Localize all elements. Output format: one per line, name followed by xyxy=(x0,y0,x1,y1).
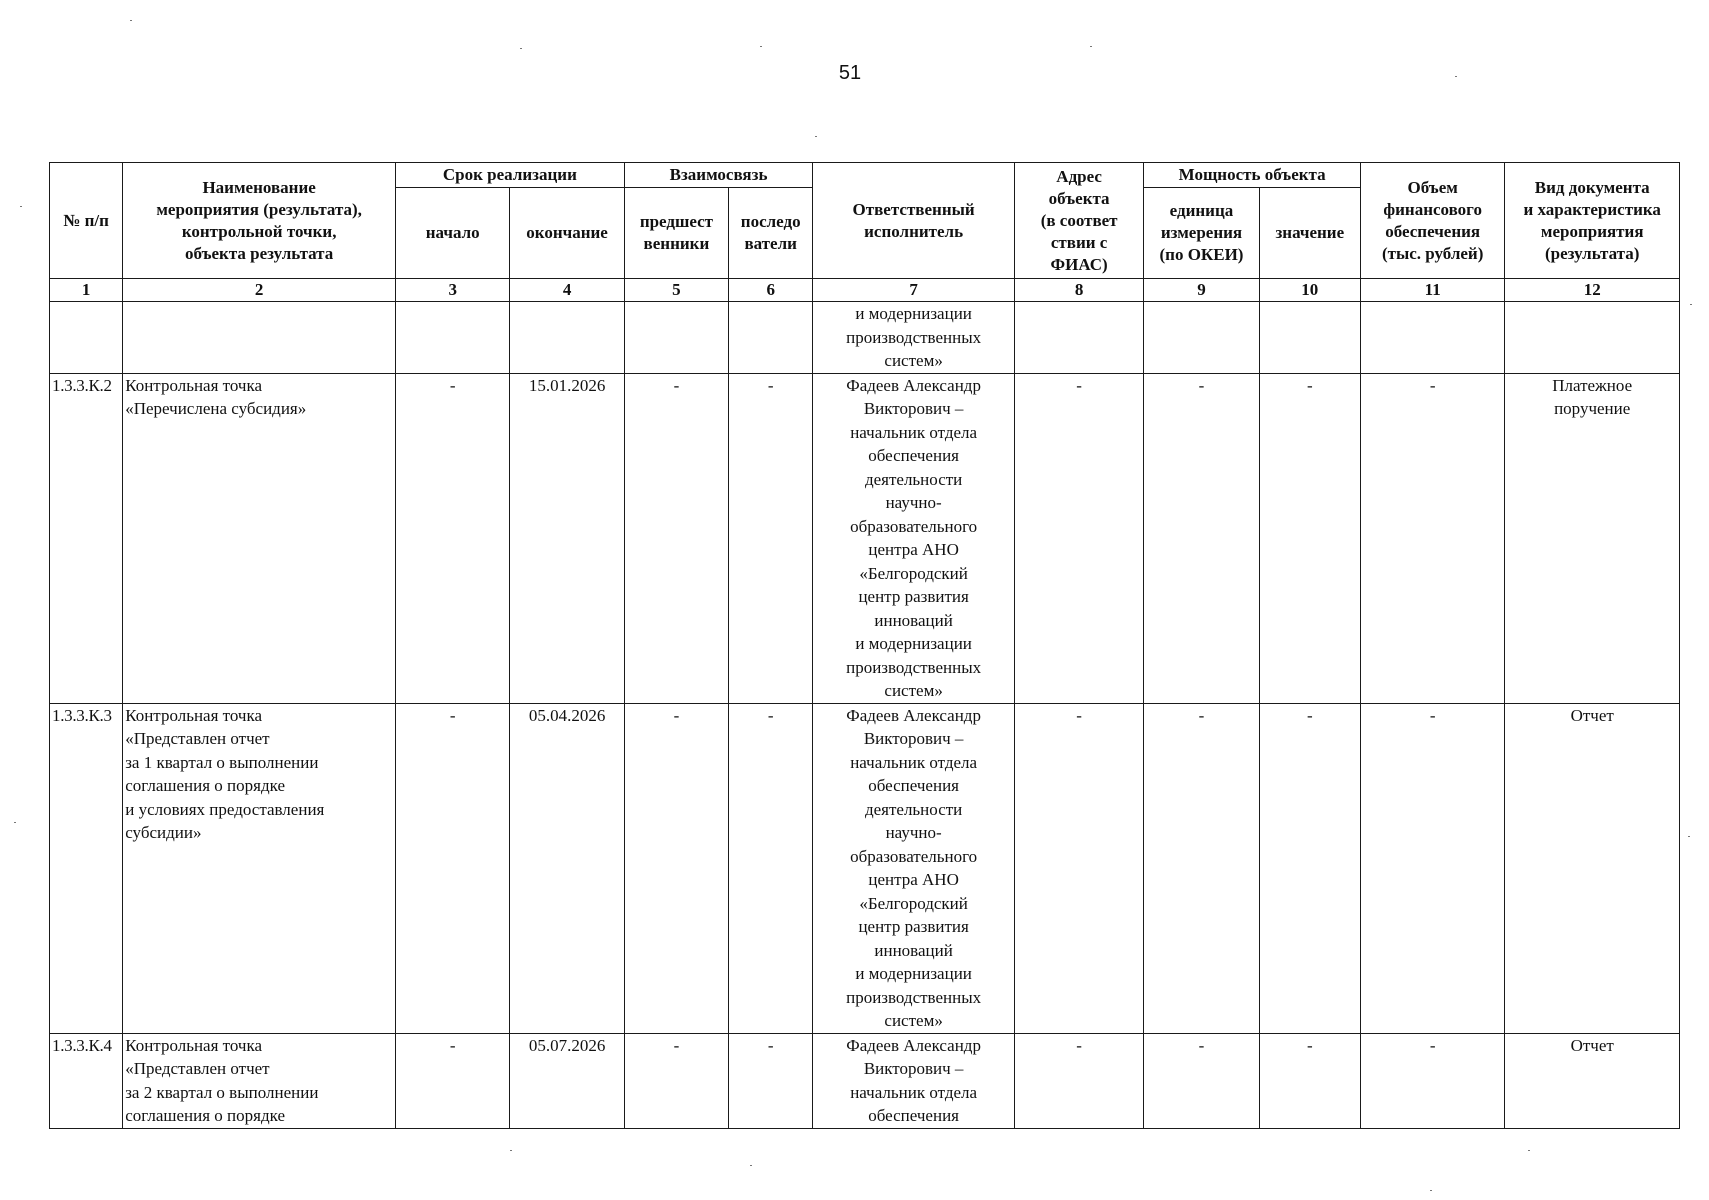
text-line: инноваций xyxy=(874,610,953,630)
table-row xyxy=(50,373,1680,703)
text-line: венники xyxy=(643,234,710,253)
text-line: центра АНО xyxy=(868,540,959,559)
table-row xyxy=(50,703,1680,1033)
text-line: начальник отдела xyxy=(850,752,978,772)
row-end: 05.07.2026 xyxy=(510,1033,624,1128)
text-line: обеспечения xyxy=(868,776,959,795)
text-line: образовательного xyxy=(850,846,978,866)
text-line: и характеристика xyxy=(1523,199,1661,219)
row-doc xyxy=(1505,1033,1680,1128)
text-line: и условиях предоставления xyxy=(125,799,325,819)
row-start: - xyxy=(396,703,510,1033)
row-address xyxy=(1014,302,1143,374)
text-line: «Белгородский xyxy=(859,893,968,913)
row-value: - xyxy=(1259,703,1360,1033)
row-successors xyxy=(729,302,813,374)
text-line: «Представлен отчет xyxy=(125,1059,270,1078)
table-row xyxy=(50,1033,1680,1128)
text-line: образовательного xyxy=(850,516,978,536)
column-number: 1 xyxy=(50,279,123,302)
header-doc xyxy=(1505,163,1680,279)
text-line: контрольной точки, xyxy=(181,221,337,241)
row-finance: - xyxy=(1360,703,1504,1033)
table-body xyxy=(50,302,1680,1129)
column-number: 5 xyxy=(624,279,728,302)
row-id: 1.3.3.К.4 xyxy=(50,1033,123,1128)
row-unit: - xyxy=(1144,703,1259,1033)
column-number: 9 xyxy=(1144,279,1259,302)
text-line: мероприятия (результата), xyxy=(156,199,362,219)
text-line: производственных xyxy=(846,327,982,347)
text-line: измерения xyxy=(1160,223,1243,242)
text-line: Викторович – xyxy=(863,729,964,748)
row-responsible xyxy=(813,1033,1015,1128)
text-line: Отчет xyxy=(1570,1035,1614,1055)
header-successors xyxy=(729,188,813,279)
text-line: «Белгородский xyxy=(859,563,968,583)
text-line: Контрольная точка xyxy=(125,1035,263,1055)
text-line: обеспечения xyxy=(868,1106,959,1125)
row-id: 1.3.3.К.2 xyxy=(50,373,123,703)
row-finance: - xyxy=(1360,373,1504,703)
text-line: и модернизации xyxy=(855,304,972,323)
text-line: Контрольная точка xyxy=(125,705,263,725)
row-finance: - xyxy=(1360,1033,1504,1128)
text-line: последо xyxy=(740,212,801,231)
text-line: соглашения о порядке xyxy=(125,776,286,795)
text-line: Отчет xyxy=(1570,705,1614,725)
text-line: инноваций xyxy=(874,940,953,960)
text-line: систем» xyxy=(884,351,943,370)
header-num: № п/п xyxy=(50,163,123,279)
header-end: окончание xyxy=(510,188,624,279)
header-predecessors xyxy=(624,188,728,279)
row-start: - xyxy=(396,1033,510,1128)
text-line: Объем xyxy=(1407,177,1458,197)
text-line: Фадеев Александр xyxy=(846,705,981,725)
text-line: (результата) xyxy=(1544,243,1640,263)
header-link-group: Взаимосвязь xyxy=(624,163,813,188)
text-line: Фадеев Александр xyxy=(846,1035,981,1055)
row-start xyxy=(396,302,510,374)
text-line: обеспечения xyxy=(868,446,959,465)
text-line: систем» xyxy=(884,1011,943,1030)
text-line: научно- xyxy=(885,823,942,842)
column-number: 7 xyxy=(813,279,1015,302)
column-number: 10 xyxy=(1259,279,1360,302)
text-line: ватели xyxy=(744,234,797,253)
header-finance xyxy=(1360,163,1504,279)
text-line: предшест xyxy=(639,212,713,231)
page-number: 51 xyxy=(838,62,862,84)
row-predecessors: - xyxy=(624,703,728,1033)
text-line: Адрес xyxy=(1056,166,1102,186)
text-line: «Перечислена субсидия» xyxy=(125,399,307,418)
header-name xyxy=(123,163,396,279)
header-unit xyxy=(1144,188,1259,279)
column-number: 6 xyxy=(729,279,813,302)
text-line: Платежное xyxy=(1552,375,1633,395)
row-responsible xyxy=(813,703,1015,1033)
text-line: финансового xyxy=(1383,199,1482,219)
text-line: единица xyxy=(1169,201,1234,220)
text-line: деятельности xyxy=(864,469,963,489)
row-doc xyxy=(1505,703,1680,1033)
text-line: и модернизации xyxy=(855,964,972,983)
text-line: объекта xyxy=(1048,188,1110,208)
column-number: 4 xyxy=(510,279,624,302)
row-end: 05.04.2026 xyxy=(510,703,624,1033)
text-line: ствии с xyxy=(1050,232,1108,252)
row-unit: - xyxy=(1144,1033,1259,1128)
text-line: субсидии» xyxy=(125,823,202,842)
text-line: «Представлен отчет xyxy=(125,729,270,748)
row-end: 15.01.2026 xyxy=(510,373,624,703)
header-responsible xyxy=(813,163,1015,279)
plan-table xyxy=(49,162,1680,1129)
row-successors: - xyxy=(729,373,813,703)
table-header xyxy=(50,163,1680,302)
text-line: (в соответ xyxy=(1040,210,1118,230)
column-number: 3 xyxy=(396,279,510,302)
text-line: Викторович – xyxy=(863,1059,964,1078)
row-responsible xyxy=(813,373,1015,703)
row-predecessors xyxy=(624,302,728,374)
text-line: производственных xyxy=(846,657,982,677)
text-line: за 2 квартал о выполнении xyxy=(125,1082,319,1102)
row-successors: - xyxy=(729,1033,813,1128)
text-line: обеспечения xyxy=(1385,221,1481,241)
table-row xyxy=(50,302,1680,374)
text-line: за 1 квартал о выполнении xyxy=(125,752,319,772)
column-numbers-row xyxy=(50,279,1680,302)
row-value: - xyxy=(1259,1033,1360,1128)
text-line: научно- xyxy=(885,493,942,512)
text-line: Ответственный xyxy=(852,199,975,219)
text-line: Наименование xyxy=(202,177,316,197)
row-value xyxy=(1259,302,1360,374)
text-line: центр развития xyxy=(858,587,969,606)
text-line: начальник отдела xyxy=(850,1082,978,1102)
row-name xyxy=(123,302,396,374)
column-number: 8 xyxy=(1014,279,1143,302)
text-line: центра АНО xyxy=(868,870,959,889)
row-name xyxy=(123,703,396,1033)
text-line: мероприятия xyxy=(1540,221,1644,241)
text-line: и модернизации xyxy=(855,634,972,653)
row-doc xyxy=(1505,302,1680,374)
row-unit: - xyxy=(1144,373,1259,703)
text-line: Контрольная точка xyxy=(125,375,263,395)
text-line: ФИАС) xyxy=(1050,254,1108,274)
row-id xyxy=(50,302,123,374)
row-successors: - xyxy=(729,703,813,1033)
row-name xyxy=(123,373,396,703)
column-number: 2 xyxy=(123,279,396,302)
column-number: 12 xyxy=(1505,279,1680,302)
text-line: поручение xyxy=(1554,399,1631,418)
column-number: 11 xyxy=(1360,279,1504,302)
text-line: Викторович – xyxy=(863,399,964,418)
row-id: 1.3.3.К.3 xyxy=(50,703,123,1033)
row-end xyxy=(510,302,624,374)
text-line: (по ОКЕИ) xyxy=(1159,245,1244,264)
row-responsible xyxy=(813,302,1015,374)
text-line: соглашения о порядке xyxy=(125,1106,286,1125)
text-line: Фадеев Александр xyxy=(846,375,981,395)
text-line: деятельности xyxy=(864,799,963,819)
header-start: начало xyxy=(396,188,510,279)
row-address: - xyxy=(1014,1033,1143,1128)
text-line: исполнитель xyxy=(864,221,964,241)
row-unit xyxy=(1144,302,1259,374)
row-address: - xyxy=(1014,703,1143,1033)
row-name xyxy=(123,1033,396,1128)
text-line: Вид документа xyxy=(1534,177,1650,197)
header-period-group: Срок реализации xyxy=(396,163,625,188)
row-address: - xyxy=(1014,373,1143,703)
text-line: производственных xyxy=(846,987,982,1007)
text-line: начальник отдела xyxy=(850,422,978,442)
row-finance xyxy=(1360,302,1504,374)
header-value: значение xyxy=(1259,188,1360,279)
header-address xyxy=(1014,163,1143,279)
row-start: - xyxy=(396,373,510,703)
row-doc xyxy=(1505,373,1680,703)
header-capacity-group: Мощность объекта xyxy=(1144,163,1361,188)
row-value: - xyxy=(1259,373,1360,703)
row-predecessors: - xyxy=(624,1033,728,1128)
text-line: центр развития xyxy=(858,917,969,936)
text-line: (тыс. рублей) xyxy=(1381,243,1484,263)
text-line: систем» xyxy=(884,681,943,700)
text-line: объекта результата xyxy=(185,243,334,263)
row-predecessors: - xyxy=(624,373,728,703)
